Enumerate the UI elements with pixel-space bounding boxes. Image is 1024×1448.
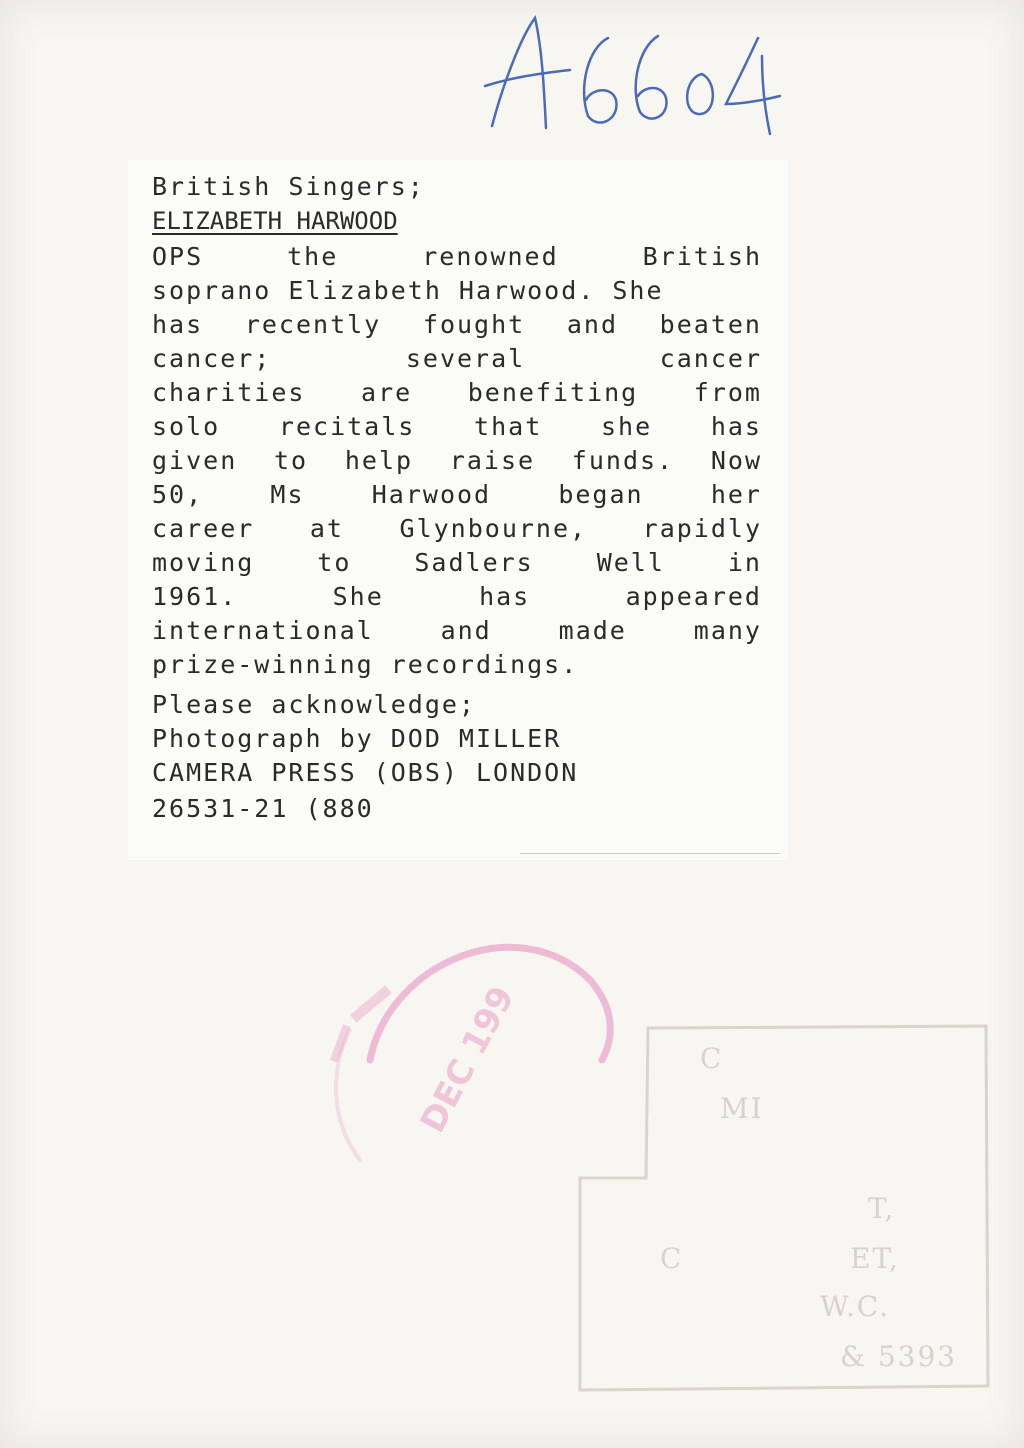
stamp-fragment: & 5393 [840, 1340, 958, 1373]
word: benefiting [467, 378, 639, 407]
word: from [693, 378, 762, 407]
handwritten-reference [480, 8, 800, 138]
word: in [727, 548, 762, 577]
body-line-7 [152, 446, 762, 476]
word: renowned [422, 242, 559, 271]
body-line-4 [152, 344, 762, 374]
word: international [152, 616, 374, 645]
word: Glynbourne, [399, 514, 588, 543]
word: several [405, 344, 526, 373]
body-line-9 [152, 514, 762, 544]
word: Well [596, 548, 665, 577]
body-line-8 [152, 480, 762, 510]
word: funds. [571, 446, 675, 475]
body-line-1 [152, 242, 762, 272]
word: help [344, 446, 414, 475]
agency-stamp [578, 1022, 990, 1392]
word: appeared [625, 582, 762, 611]
photo-credit: Photograph by DOD MILLER [152, 724, 562, 753]
stamp-date: DEC 199 [412, 979, 523, 1140]
word: at [309, 514, 344, 543]
word: fought [422, 310, 526, 339]
stamp-fragment: C [700, 1042, 724, 1075]
word: has [152, 310, 204, 339]
word: British [642, 242, 762, 271]
agency-line: CAMERA PRESS (OBS) LONDON [152, 758, 579, 787]
word: OPS [152, 242, 204, 271]
word: to [274, 446, 309, 475]
body-line-3 [152, 310, 762, 340]
word: moving [152, 548, 255, 577]
stamp-fragment: MI [720, 1092, 764, 1125]
word: she [600, 412, 653, 441]
stamp-fragment: W.C. [820, 1290, 891, 1323]
word: cancer [659, 344, 762, 373]
caption-headline: ELIZABETH HARWOOD [152, 207, 398, 235]
reference-number: 26531-21 (880 [152, 794, 374, 823]
slip-edge-line [520, 853, 780, 854]
body-line-12 [152, 616, 762, 646]
word: solo [152, 412, 221, 441]
word: made [558, 616, 627, 645]
acknowledge-line: Please acknowledge; [152, 690, 476, 719]
word: the [287, 242, 339, 271]
word: Sadlers [414, 548, 534, 577]
word: recently [244, 310, 382, 339]
word: that [474, 412, 543, 441]
body-line-5 [152, 378, 762, 408]
word: and [440, 616, 492, 645]
word: to [317, 548, 352, 577]
word: career [152, 514, 255, 543]
word: charities [152, 378, 306, 407]
caption-category: British Singers; [152, 172, 425, 201]
word: cancer; [152, 344, 272, 373]
word: has [710, 412, 762, 441]
stamp-fragment: ET, [850, 1242, 900, 1275]
word: has [479, 582, 531, 611]
word: Ms [270, 480, 305, 509]
body-line-6 [152, 412, 762, 442]
body-line-2: soprano Elizabeth Harwood. She [152, 276, 664, 305]
word: recitals [278, 412, 416, 441]
body-line-10 [152, 548, 762, 578]
body-line-13: prize-winning recordings. [152, 650, 579, 679]
word: raise [449, 446, 536, 475]
word: 50, [152, 480, 204, 509]
word: many [693, 616, 762, 645]
word: her [710, 480, 762, 509]
word: given [152, 446, 238, 475]
stamp-fragment: T, [868, 1192, 896, 1225]
word: She [332, 582, 384, 611]
word: Now [710, 446, 762, 475]
word: are [361, 378, 413, 407]
word: and [566, 310, 619, 339]
body-line-11 [152, 582, 762, 612]
word: rapidly [642, 514, 762, 543]
word: began [558, 480, 644, 509]
stamp-fragment: C [660, 1242, 684, 1275]
word: Harwood [371, 480, 492, 509]
word: 1961. [152, 582, 238, 611]
word: beaten [659, 310, 762, 339]
